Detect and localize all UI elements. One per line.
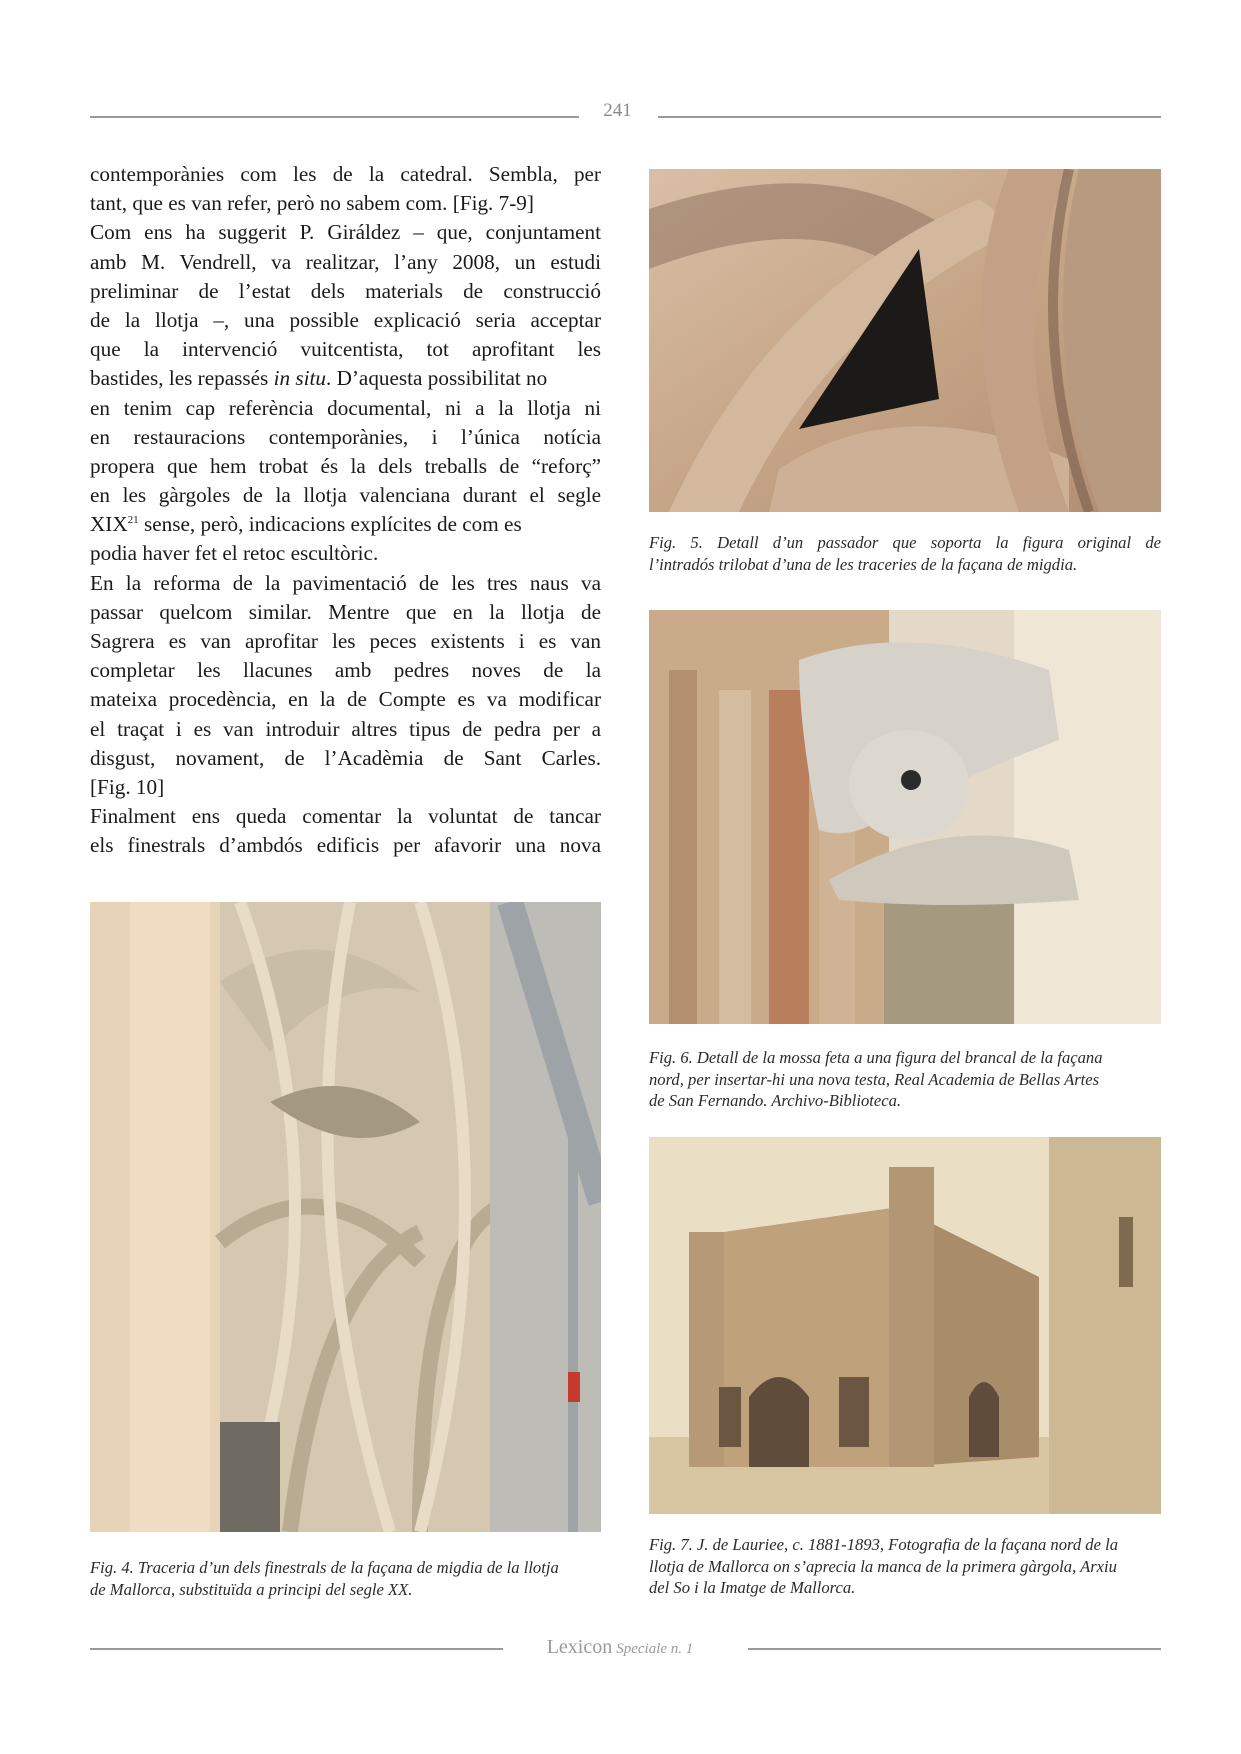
text-line bbox=[90, 364, 601, 393]
text-line: mateixa procedència, en la de Compte es va modificar bbox=[90, 687, 601, 712]
text-line: de la llotja –, una possible explicació seria acceptar bbox=[90, 307, 601, 332]
text-line: Sagrera es van aprofitar les peces existents i es van bbox=[90, 629, 601, 653]
text-line: podia haver fet el retoc escultòric. bbox=[90, 541, 379, 566]
body-text bbox=[90, 160, 601, 861]
text-line: [Fig. 10] bbox=[90, 774, 165, 799]
caption-line: l’intradós trilobat d’una de les traceries de la façana de migdia. bbox=[649, 554, 1078, 574]
text-segment: . D’aquesta possibilitat no bbox=[325, 366, 548, 391]
text-segment: bastides, les repassés bbox=[90, 366, 274, 391]
footer-rule-right bbox=[748, 1648, 1161, 1650]
text-line: contemporànies com les de la catedral. Sembla, per bbox=[90, 162, 601, 186]
caption-line: Fig. 7. J. de Lauriee, c. 1881-1893, Fotografia de la façana nord de la bbox=[649, 1535, 1119, 1554]
figure-4-photo bbox=[90, 902, 601, 1532]
text-line: Com ens ha suggerit P. Giráldez – que, conjuntament bbox=[90, 220, 601, 245]
journal-name: Lexicon bbox=[546, 1636, 613, 1658]
text-line: passar quelcom similar. Mentre que en la llotja de bbox=[90, 599, 601, 624]
text-line: completar les llacunes amb pedres noves de la bbox=[90, 658, 601, 683]
figure-6-photo bbox=[649, 610, 1161, 1024]
caption-line: Fig. 4. Traceria d’un dels finestrals de la façana de migdia de la llotja bbox=[90, 1558, 559, 1577]
running-footer bbox=[520, 1636, 720, 1659]
text-line: disgust, novament, de l’Acadèmia de Sant Carles. bbox=[90, 745, 601, 770]
text-line bbox=[90, 510, 601, 539]
caption-line: del So i la Imatge de Mallorca. bbox=[649, 1578, 856, 1597]
text-line: propera que hem trobat és la dels treballs de “reforç” bbox=[90, 453, 601, 478]
header-rule-left bbox=[90, 116, 579, 118]
footer-rule-left bbox=[90, 1648, 503, 1650]
figure-6-caption bbox=[649, 1047, 1161, 1112]
text-line: amb M. Vendrell, va realitzar, l’any 2008, un estudi bbox=[90, 249, 601, 274]
caption-line: nord, per insertar-hi una nova testa, Real Academia de Bellas Artes bbox=[649, 1069, 1100, 1089]
text-line: en restauracions contemporànies, i l’única notícia bbox=[90, 424, 601, 449]
caption-line: de Mallorca, substituïda a principi del segle XX. bbox=[90, 1579, 413, 1599]
journal-issue: Speciale n. 1 bbox=[616, 1641, 694, 1657]
figure-5-caption bbox=[649, 532, 1161, 575]
text-line: preliminar de l’estat dels materials de construcció bbox=[90, 278, 601, 303]
caption-line: Fig. 5. Detall d’un passador que soporta la figura original de bbox=[649, 533, 1161, 552]
italic-term: in situ bbox=[273, 366, 326, 391]
caption-line: de San Fernando. Archivo-Biblioteca. bbox=[649, 1091, 902, 1110]
caption-line: llotja de Mallorca on s’aprecia la manca de la primera gàrgola, Arxiu bbox=[649, 1556, 1117, 1576]
text-line: el traçat i es van introduir altres tipus de pedra per a bbox=[90, 716, 601, 741]
figure-7-caption bbox=[649, 1534, 1161, 1599]
figure-5-photo bbox=[649, 169, 1161, 512]
footnote-ref[interactable]: 21 bbox=[127, 514, 139, 527]
text-line: en tenim cap referència documental, ni a la llotja ni bbox=[90, 395, 601, 420]
text-line: En la reforma de la pavimentació de les tres naus va bbox=[90, 570, 601, 595]
text-segment: XIX bbox=[90, 512, 128, 537]
text-line: en les gàrgoles de la llotja valenciana durant el segle bbox=[90, 483, 601, 508]
figure-7-photo bbox=[649, 1137, 1161, 1514]
text-line: tant, que es van refer, però no sabem com. [Fig. 7-9] bbox=[90, 191, 534, 216]
text-line: Finalment ens queda comentar la voluntat de tancar bbox=[90, 804, 601, 829]
header-rule-right bbox=[658, 116, 1161, 118]
text-line: que la intervenció vuitcentista, tot aprofitant les bbox=[90, 337, 601, 362]
caption-line: Fig. 6. Detall de la mossa feta a una figura del brancal de la façana bbox=[649, 1048, 1103, 1067]
text-line: els finestrals d’ambdós edificis per afavorir una nova bbox=[90, 833, 601, 858]
text-segment: sense, però, indicacions explícites de com es bbox=[138, 512, 522, 537]
page-number: 241 bbox=[603, 100, 632, 121]
figure-4-caption bbox=[90, 1557, 610, 1600]
